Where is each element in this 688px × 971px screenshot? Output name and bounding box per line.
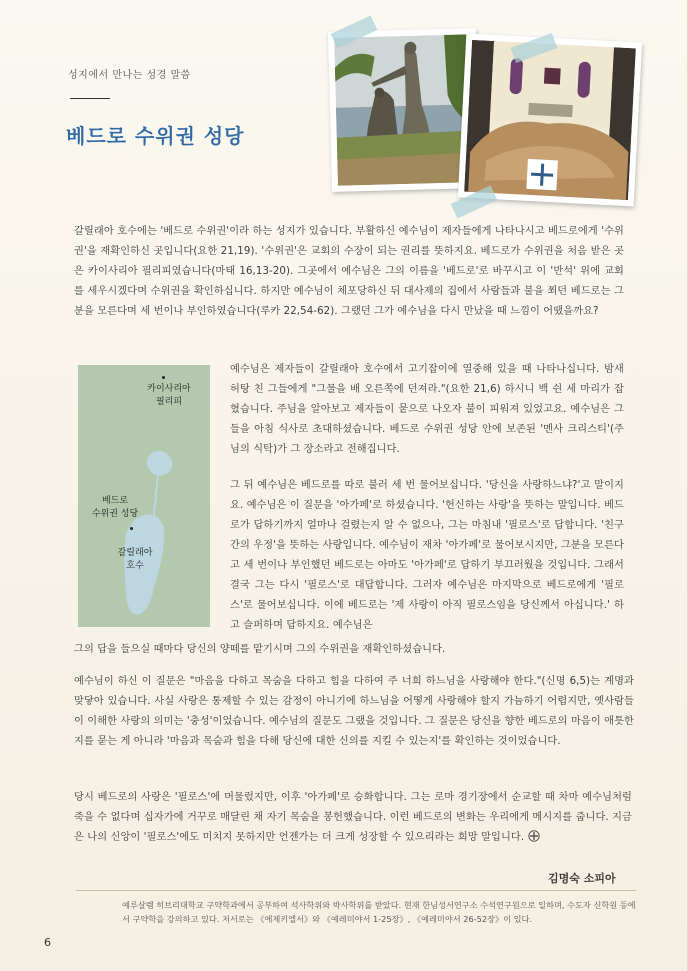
galilee-map	[78, 365, 210, 627]
body-paragraph-4: 예수님이 하신 이 질문은 "마음을 다하고 목숨을 다하고 힘을 다하여 주 너희 하느님을 사랑해야 한다."(신명 6,5)는 계명과 맞닿아 있습니다. 사실 사랑은 통제할 수 있는 감정이 아니기에 하느님을 어떻게 사랑해야 할지 가늠하기 어렵지만, 옛사람들이 이해한 사랑의 의미는 '충성'이었습니다. 예수님의 질문도 그랬을 것입니다. 그 질문은 당신을 향한 베드로의 마음이 애틋한 지를 묻는 게 아니라 '마음과 목숨과 힘을 다해 당신에 대한 신의를 지킬 수 있는지'를 확인하는 것이었습니다.	[74, 676, 634, 747]
author-name: 김명숙 소피아	[548, 872, 616, 885]
church-interior-photo	[458, 34, 642, 207]
map-marker-caesarea	[162, 376, 165, 379]
page-title: 베드로 수위권 성당	[66, 124, 245, 148]
page-number: 6	[44, 936, 51, 949]
map-label-church: 베드로 수위권 성당	[91, 496, 139, 519]
map-label-lake: 갈릴래아 호수	[117, 548, 153, 571]
body-paragraph-1: 갈릴래아 호수에는 '베드로 수위권'이라 하는 성지가 있습니다. 부활하신 예수님이 제자들에게 나타나시고 베드로에게 '수위권'을 재확인하신 곳입니다(요한 21,19). '수위권'은 교회의 수장이 되는 권리를 뜻하지요. 베드로가 수위권을 처음 받은 곳은 카이사리아 필리피였습니다(마태 16,13-20). 그곳에서 예수님은 그의 이름을 '베드로'로 바꾸시고 이 '반석' 위에 교회를 세우시겠다며 수위권을 확인하십니다. 하지만 예수님이 체포당하신 뒤 대사제의 집에서 사람들과 불을 쬐던 베드로는 그분을 모른다며 세 번이나 부인하였습니다(루카 22,54-62). 그랬던 그가 예수님을 다시 만났을 때 느낌이 어땠을까요?	[74, 226, 624, 317]
body-paragraph-3-continued: 그의 답을 들으실 때마다 당신의 양떼를 맡기시며 그의 수위권을 재확인하셨습니다.	[74, 644, 446, 655]
body-paragraph-5	[74, 788, 632, 848]
body-paragraph-2: 예수님은 제자들이 갈릴래아 호수에서 고기잡이에 열중해 있을 때 나타나십니다. 밤새 허탕 친 그들에게 "그물을 배 오른쪽에 던져라."(요한 21,6) 하시니 백 쉰 세 마리가 잡혔습니다. 주님을 알아보고 제자들이 뭍으로 나오자 불이 피워져 있었고요. 예수님은 그들을 아침 식사로 초대하셨습니다. 베드로 수위권 성당 안에 보존된 '멘사 크리스티'(주님의 식탁)가 그 장소라고 전해집니다.	[230, 364, 624, 455]
section-kicker: 성지에서 만나는 성경 말씀	[68, 70, 191, 81]
statue-photo	[328, 28, 480, 192]
kicker-divider	[70, 98, 110, 99]
body-paragraph-5-text: 당시 베드로의 사랑은 '필로스'에 머물렀지만, 이후 '아가페'로 승화합니다. 그는 로마 경기장에서 순교할 때 차마 예수님처럼 죽을 수 없다며 십자가에 거꾸로 매달린 채 자기 목숨을 봉헌했습니다. 이런 베드로의 변화는 우리에게 메시지를 줍니다. 지금은 나의 신앙이 '필로스'에도 미치지 못하지만 언젠가는 더 크게 성장할 수 있으리라는 희망 말입니다.	[74, 792, 632, 843]
author-bio: 예루살렘 히브리대학교 구약학과에서 공부하여 석사학위와 박사학위를 받았다. 현재 한님성서연구소 수석연구원으로 일하며, 수도자 신학원 등에서 구약학을 강의하고 있다. 저서로는 《에제키엘서》와 《예레미야서 1-25장》, 《예레미야서 26-52장》이 있다.	[76, 890, 636, 936]
cross-emblem-icon	[528, 830, 540, 842]
body-paragraph-3: 그 뒤 예수님은 베드로를 따로 불러 세 번 물어보십니다. '당신을 사랑하느냐?'고 말이지요. 예수님은 이 질문을 '아가페'로 하셨습니다. '헌신하는 사랑'을 뜻하는 말입니다. 베드로가 답하기까지 얼마나 걸렸는지 알 수 없으나, 그는 마침내 '필로스'로 답합니다. '친구 간의 우정'을 뜻하는 사랑입니다. 예수님이 재차 '아가페'로 물어보시지만, 그분을 모른다고 세 번이나 부인했던 베드로는 아마도 '아가페'로 답하기 부끄러웠을 것입니다. 그래서 결국 그는 다시 '필로스'로 대답합니다. 그러자 예수님은 마지막으로 베드로에게 '필로스'로 물어보십니다. 이에 베드로는 '제 사랑이 아직 필로스임을 당신께서 아십니다.' 하고 슬퍼하며 답하지요. 예수님은	[230, 480, 624, 631]
map-label-caesarea: 카이사리아 필리피	[147, 384, 191, 407]
map-marker-church	[130, 527, 133, 530]
